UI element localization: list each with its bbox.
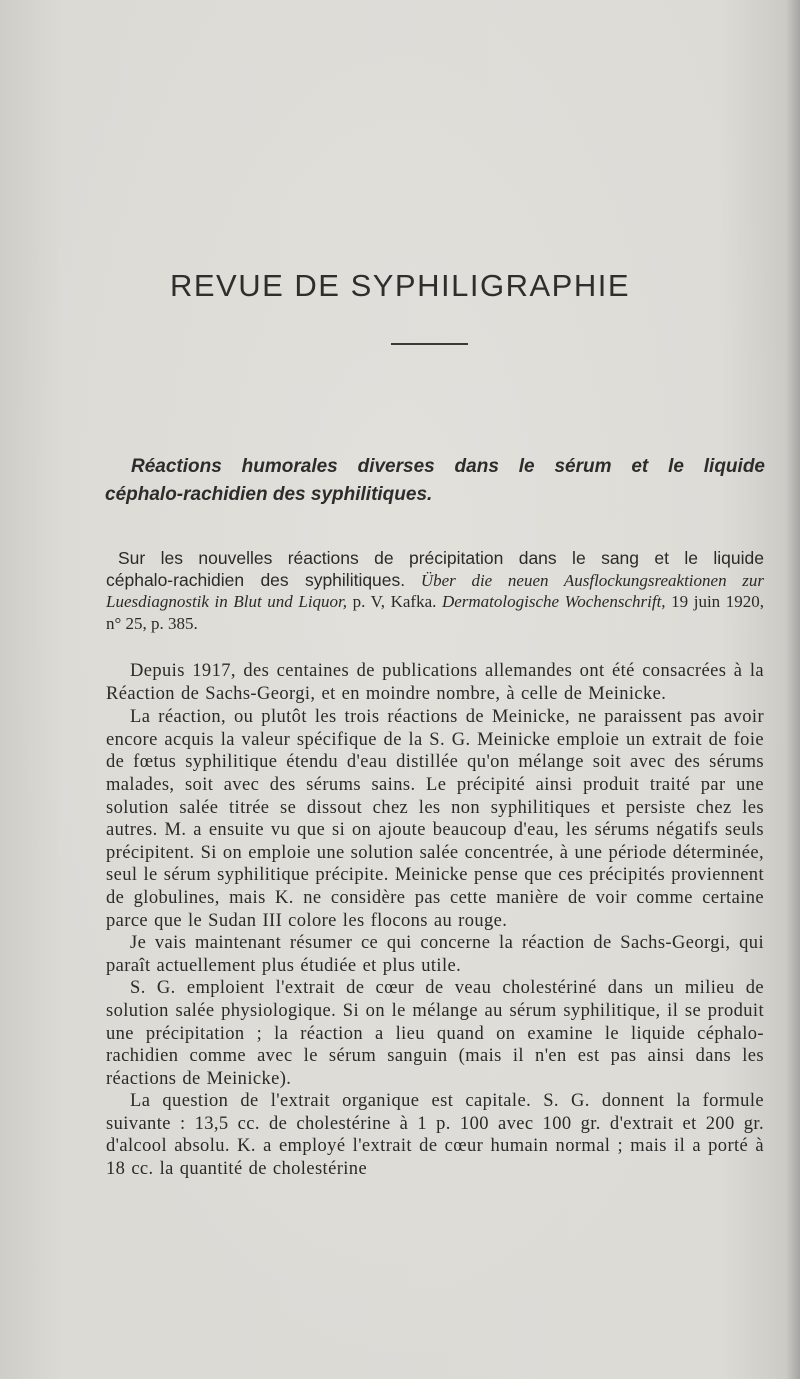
reference-journal-name: Dermatologische Wochenschrift, [441,592,666,611]
page-edge-shadow [786,0,800,1379]
reference-title-line-2: céphalo-rachidien des syphilitiques. [106,569,406,590]
reference-body [106,570,764,635]
section-heading-line-1: Réactions humorales diverses dans le sérum et le liquide [131,456,765,477]
paragraph-2: La réaction, ou plutôt les trois réactions de Meinicke, ne paraissent pas avoir encore acquis la valeur spécifique de la S. G. Meinicke emploie un extrait de foie de fœtus syphilitique étendu d'eau distillée qu'on mélange soit avec des sérums malades, soit avec des sérums sains. Le précipité ainsi produit traité par une solution salée titrée se dissout chez les non syphilitiques et persiste chez les autres. M. a ensuite vu que si on ajoute beaucoup d'eau, les sérums négatifs seuls précipitent. Si on emploie une solution salée concentrée, à une période déterminée, seul le sérum syphilitique précipite. Meinicke pense que ces précipités proviennent de globulines, mais K. ne considère pas cette manière de voir comme certaine parce que le Sudan III colore les flocons au rouge. [106,707,764,931]
reference-german-title: Über die neuen Ausflockungsreaktionen zur Luesdiagnostik in Blut und Liquor, [106,570,764,611]
section-heading [105,453,765,509]
paragraph-3: Je vais maintenant résumer ce qui concerne la réaction de Sachs-Georgi, qui paraît actuellement plus étudiée et plus utile. [106,933,764,976]
article-body [106,660,764,1181]
reference-date: 19 juin 1920, n° 25, p. 385. [106,592,765,633]
reference-title-line-1: Sur les nouvelles réactions de précipitation dans le sang et le liquide [118,548,764,568]
paragraph-4: S. G. emploient l'extrait de cœur de veau cholestériné dans un milieu de solution salée physiologique. Si on le mélange au sérum syphilitique, il se produit une précipitation ; la réaction a lieu quand on examine le liquide céphalo-rachidien comme avec le sérum sanguin (mais il n'en est pas ainsi dans les réactions de Meinicke). [106,978,764,1089]
journal-title: REVUE DE SYPHILIGRAPHIE [169,268,630,303]
reference-details: p. V, Kafka. [352,592,437,611]
paragraph-1: Depuis 1917, des centaines de publications allemandes ont été consacrées à la Réaction de Sachs-Georgi, et en moindre nombre, à celle de Meinicke. [106,661,764,704]
paragraph-5: La question de l'extrait organique est capitale. S. G. donnent la formule suivante : 13,5 cc. de cholestérine à 1 p. 100 avec 100 gr. d'extrait et 200 gr. d'alcool absolu. K. a employé l'extrait de cœur humain normal ; mais il a porté à 18 cc. la quantité de cholestérine [106,1091,764,1180]
section-heading-line-2: céphalo-rachidien des syphilitiques. [105,484,433,505]
article-reference [106,548,764,634]
title-rule [391,343,468,345]
